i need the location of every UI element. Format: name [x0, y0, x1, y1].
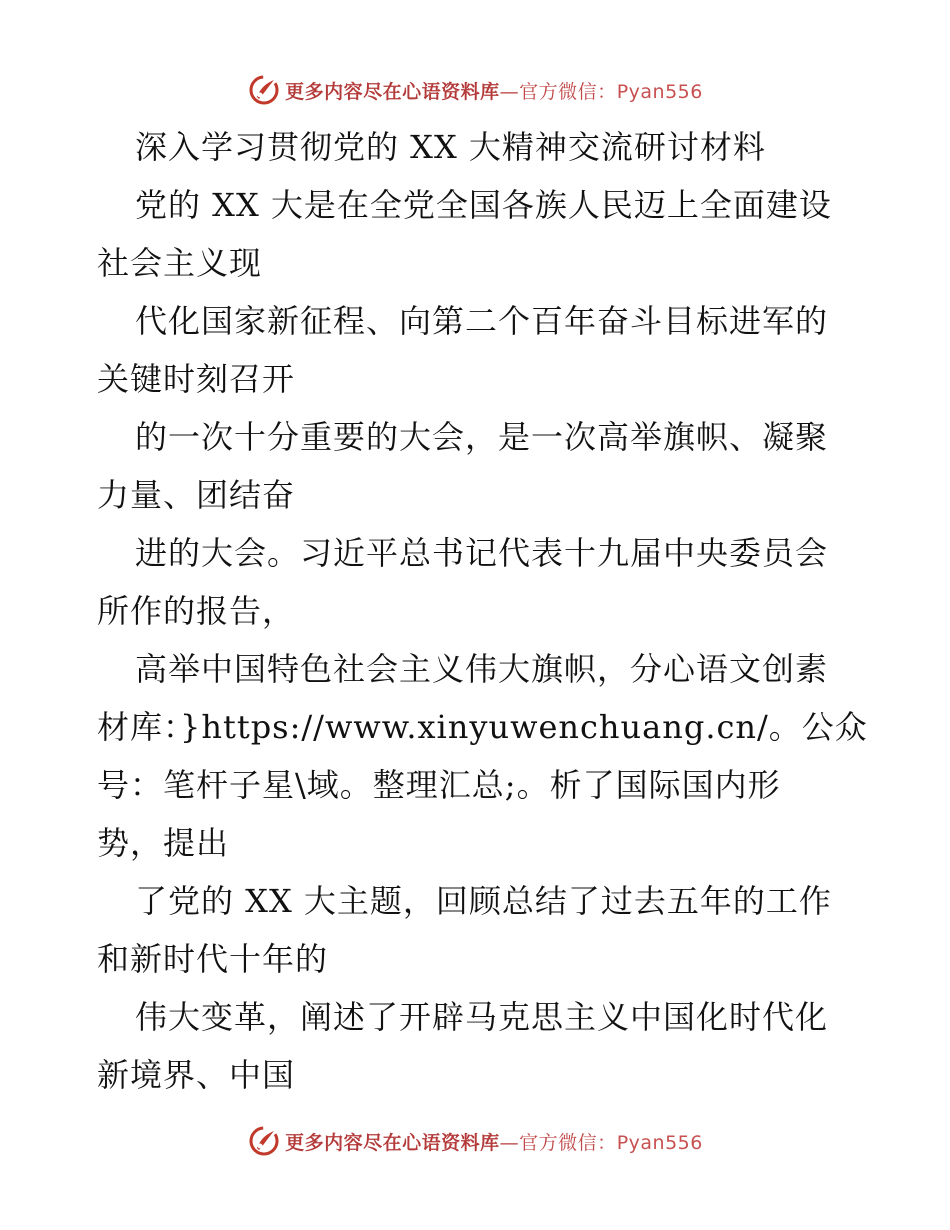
text-line: 和新时代十年的 [97, 940, 329, 978]
text-line: 号：笔杆子星\域。整理汇总;。析了国际国内形 [97, 766, 781, 804]
text-line: 进的大会。习近平总书记代表十九届中央委员会 [135, 534, 829, 572]
header-site-name: 更多内容尽在心语资料库 [285, 80, 500, 103]
footer-separator: — [499, 1131, 520, 1154]
header-separator: — [499, 80, 520, 103]
text-line: 新境界、中国 [97, 1056, 296, 1094]
text-line: 社会主义现 [97, 244, 263, 282]
text-line: 力量、团结奋 [97, 476, 296, 514]
text-line: 代化国家新征程、向第二个百年奋斗目标进军的 [135, 302, 829, 340]
header-banner [0, 70, 950, 110]
text-line: 党的 XX 大是在全党全国各族人民迈上全面建设 [135, 186, 832, 224]
footer-banner [0, 1121, 950, 1161]
footer-wechat-account: Pyan556 [616, 1131, 703, 1154]
text-line: 关键时刻召开 [97, 360, 296, 398]
text-line: 了党的 XX 大主题，回顾总结了过去五年的工作 [135, 882, 832, 920]
text-line: 材库：}https://www.xinyuwenchuang.cn/。公众 [97, 708, 868, 746]
document-body [97, 118, 868, 1104]
header-banner-text [285, 77, 703, 104]
text-line: 伟大变革，阐述了开辟马克思主义中国化时代化 [135, 998, 829, 1036]
brush-seal-logo-icon [247, 1124, 281, 1158]
footer-banner-text [285, 1128, 703, 1155]
text-line: 所作的报告， [97, 592, 296, 630]
text-line: 的一次十分重要的大会，是一次高举旗帜、凝聚 [135, 418, 829, 456]
footer-site-name: 更多内容尽在心语资料库 [285, 1131, 500, 1154]
text-line: 高举中国特色社会主义伟大旗帜，分心语文创素 [135, 650, 829, 688]
title-line: 深入学习贯彻党的 XX 大精神交流研讨材料 [135, 128, 766, 166]
footer-wechat-label: 官方微信： [519, 1131, 617, 1154]
brush-seal-logo-icon [247, 73, 281, 107]
header-wechat-label: 官方微信： [519, 80, 617, 103]
header-wechat-account: Pyan556 [616, 80, 703, 103]
text-line: 势，提出 [97, 824, 230, 862]
